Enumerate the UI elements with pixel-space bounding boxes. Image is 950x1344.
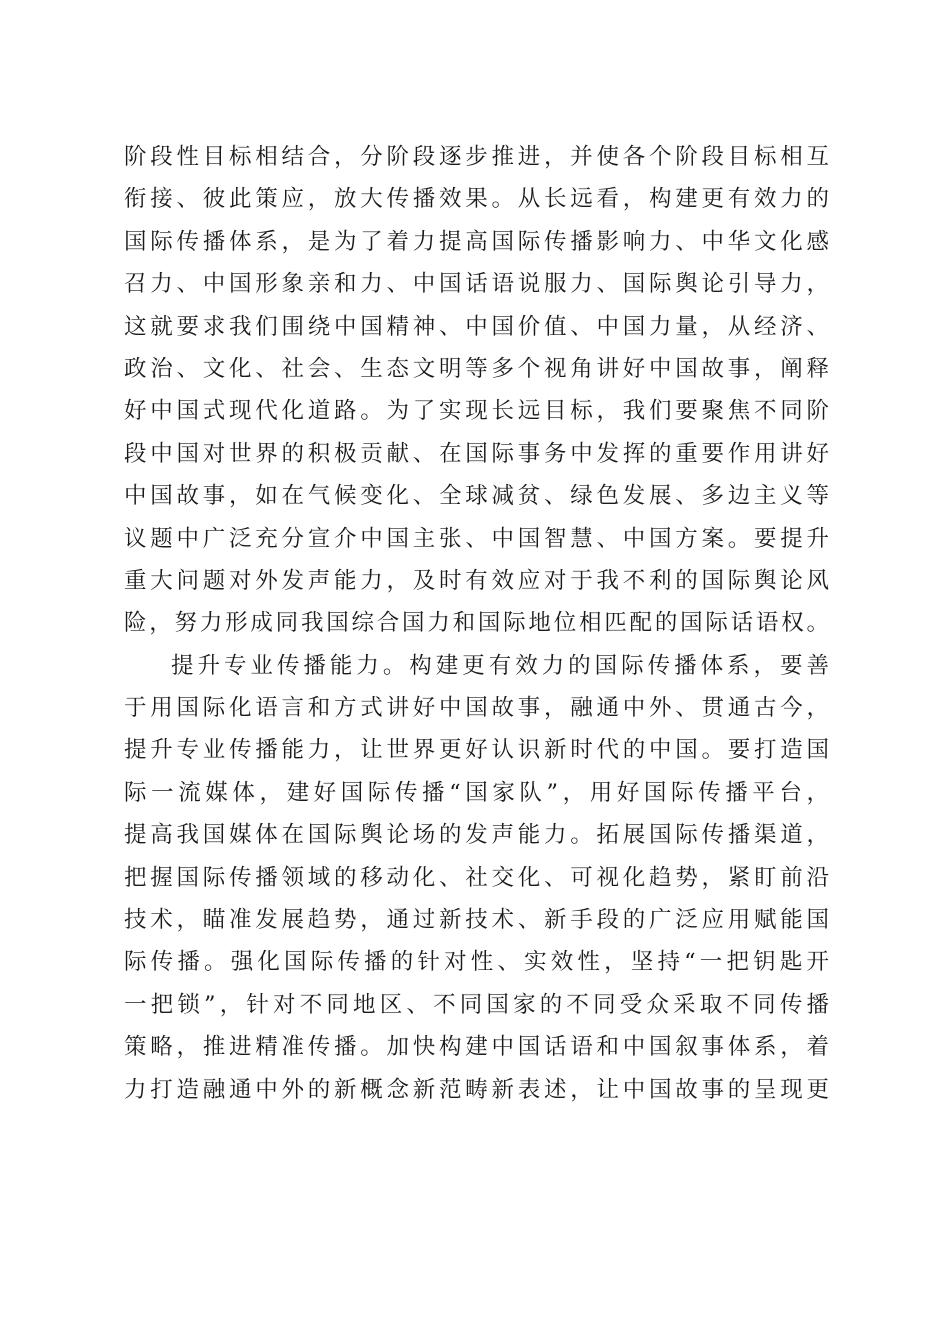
text-line: 召力、中国形象亲和力、中国话语说服力、国际舆论引导力， bbox=[124, 271, 829, 298]
text-line: 一把锁”，针对不同地区、不同国家的不同受众采取不同传播 bbox=[124, 991, 829, 1018]
text-line: 提高我国媒体在国际舆论场的发声能力。拓展国际传播渠道， bbox=[124, 822, 829, 849]
text-line: 际一流媒体，建好国际传播“国家队”，用好国际传播平台， bbox=[124, 779, 829, 806]
text-line: 政治、文化、社会、生态文明等多个视角讲好中国故事，阐释 bbox=[124, 355, 829, 382]
text-line: 议题中广泛充分宣介中国主张、中国智慧、中国方案。要提升 bbox=[124, 525, 829, 552]
text-line: 阶段性目标相结合，分阶段逐步推进，并使各个阶段目标相互 bbox=[124, 144, 829, 170]
text-line: 衔接、彼此策应，放大传播效果。从长远看，构建更有效力的 bbox=[124, 186, 829, 213]
paragraph-end-line: 险，努力形成同我国综合国力和国际地位相匹配的国际话语权。 bbox=[124, 610, 829, 637]
text-line: 段中国对世界的积极贡献、在国际事务中发挥的重要作用讲好 bbox=[124, 440, 829, 467]
text-line: 际传播。强化国际传播的针对性、实效性，坚持“一把钥匙开 bbox=[124, 949, 829, 976]
text-line: 重大问题对外发声能力，及时有效应对于我不利的国际舆论风 bbox=[124, 567, 829, 594]
body-text bbox=[124, 136, 829, 1111]
text-line: 把握国际传播领域的移动化、社交化、可视化趋势，紧盯前沿 bbox=[124, 864, 829, 891]
text-line: 提升专业传播能力，让世界更好认识新时代的中国。要打造国 bbox=[124, 737, 829, 764]
text-line: 策略，推进精准传播。加快构建中国话语和中国叙事体系，着 bbox=[124, 1034, 829, 1061]
text-line: 力打造融通中外的新概念新范畴新表述，让中国故事的呈现更 bbox=[124, 1076, 829, 1103]
text-line: 这就要求我们围绕中国精神、中国价值、中国力量，从经济、 bbox=[124, 313, 829, 340]
text-line: 技术，瞄准发展趋势，通过新技术、新手段的广泛应用赋能国 bbox=[124, 907, 829, 934]
text-line: 于用国际化语言和方式讲好中国故事，融通中外、贯通古今， bbox=[124, 695, 829, 722]
text-line: 国际传播体系，是为了着力提高国际传播影响力、中华文化感 bbox=[124, 228, 829, 255]
text-line: 好中国式现代化道路。为了实现长远目标，我们要聚焦不同阶 bbox=[124, 398, 829, 425]
paragraph-first-line: 提升专业传播能力。构建更有效力的国际传播体系，要善 bbox=[171, 652, 829, 679]
text-line: 中国故事，如在气候变化、全球减贫、绿色发展、多边主义等 bbox=[124, 483, 829, 510]
